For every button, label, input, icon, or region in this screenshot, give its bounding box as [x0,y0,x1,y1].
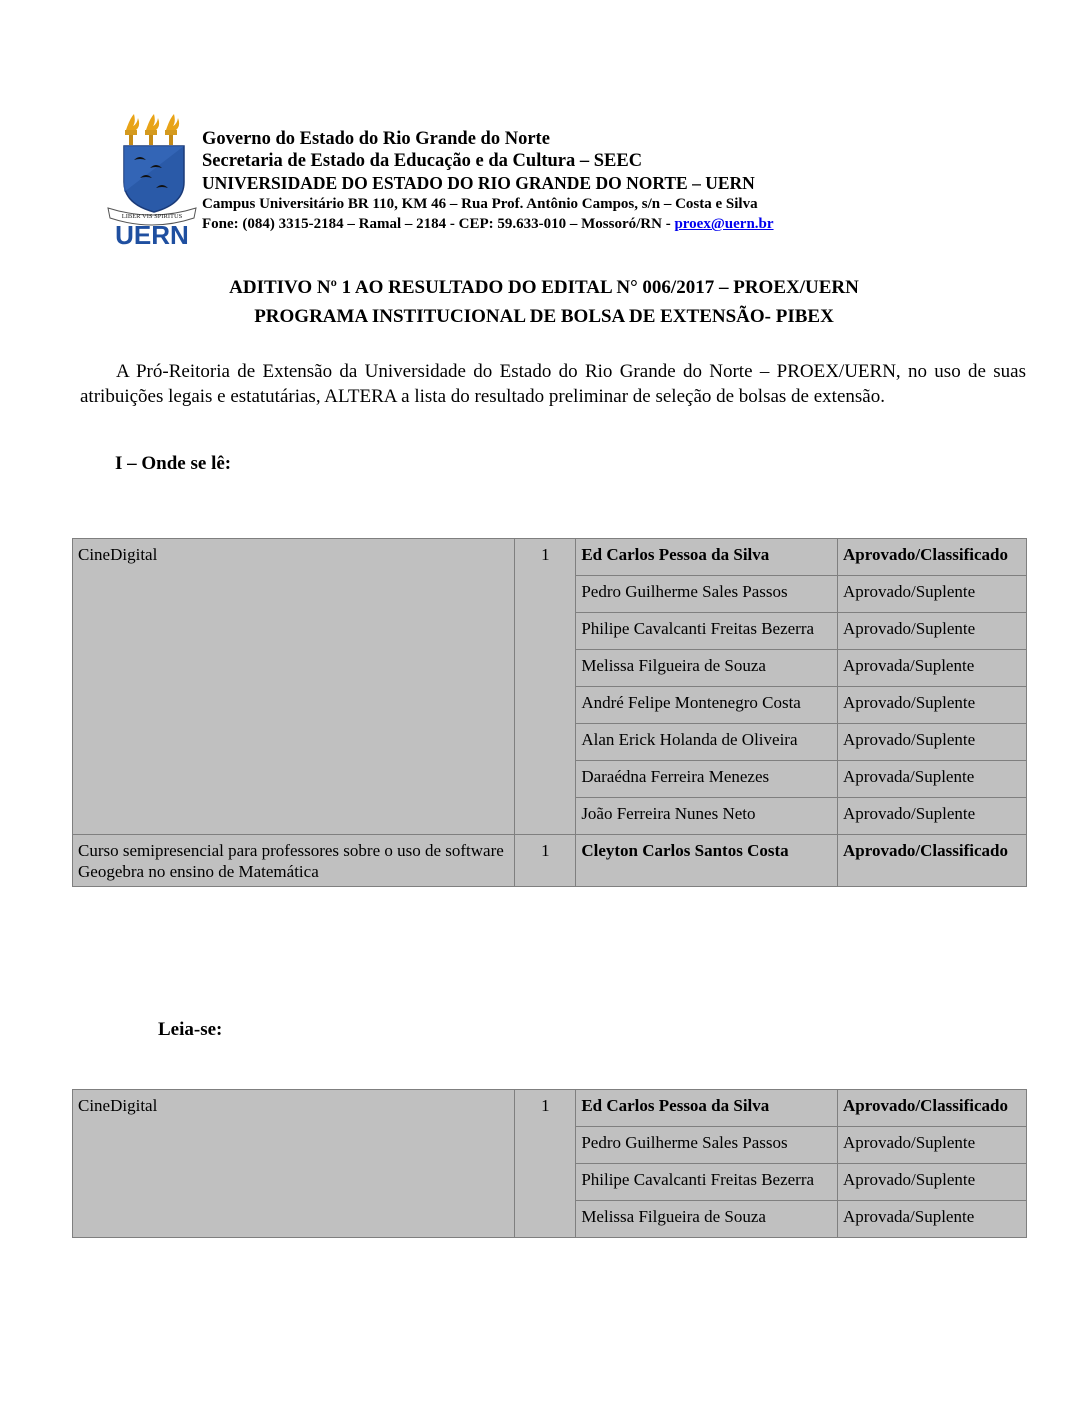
student-status: Aprovado/Suplente [838,798,1027,835]
project-cell: Curso semipresencial para professores sobre o uso de software Geogebra no ensino de Matemática [73,835,515,887]
student-status: Aprovado/Suplente [838,576,1027,613]
student-status: Aprovado/Suplente [838,1164,1027,1201]
student-name: Pedro Guilherme Sales Passos [576,576,838,613]
vacancies-cell: 1 [515,539,576,835]
student-status: Aprovado/Suplente [838,687,1027,724]
student-name: Ed Carlos Pessoa da Silva [576,539,838,576]
vacancies-cell: 1 [515,835,576,887]
section-onde-se-le: I – Onde se lê: [115,453,232,474]
intro-paragraph: A Pró-Reitoria de Extensão da Universidade do Estado do Rio Grande do Norte – PROEX/UERN, no uso de suas atribuições legais e estatutárias, ALTERA a lista do resultado preliminar de seleção de bolsas de extensão. [80,361,1026,407]
document-subtitle: PROGRAMA INSTITUCIONAL DE BOLSA DE EXTENSÃO- PIBEX [254,306,834,327]
letterhead [202,128,774,234]
project-cell: CineDigital [73,539,515,835]
student-status: Aprovada/Suplente [838,650,1027,687]
student-status: Aprovado/Suplente [838,1127,1027,1164]
student-status: Aprovada/Suplente [838,1201,1027,1238]
vacancies-cell: 1 [515,1090,576,1238]
student-name: Alan Erick Holanda de Oliveira [576,724,838,761]
project-cell: CineDigital [73,1090,515,1238]
student-status: Aprovada/Suplente [838,761,1027,798]
svg-text:UERN: UERN [115,220,189,248]
student-status: Aprovado/Suplente [838,613,1027,650]
student-name: Melissa Filgueira de Souza [576,650,838,687]
student-status: Aprovado/Classificado [838,835,1027,887]
student-name: Cleyton Carlos Santos Costa [576,835,838,887]
contact-line [202,214,774,234]
table-row [73,835,1027,887]
torches-icon [125,114,179,145]
government-line: Governo do Estado do Rio Grande do Norte [202,129,550,149]
secretariat-line: Secretaria de Estado da Educação e da Cultura – SEEC [202,151,643,171]
results-table-corrected [72,1089,1027,1238]
university-line: UNIVERSIDADE DO ESTADO DO RIO GRANDE DO NORTE – UERN [202,173,755,193]
address-line: Campus Universitário BR 110, KM 46 – Rua Prof. Antônio Campos, s/n – Costa e Silva [202,196,758,212]
svg-text:LIBER VIS SPIRITUS: LIBER VIS SPIRITUS [121,213,183,220]
results-table-original [72,538,1027,887]
student-name: João Ferreira Nunes Neto [576,798,838,835]
student-name: Pedro Guilherme Sales Passos [576,1127,838,1164]
student-name: Melissa Filgueira de Souza [576,1201,838,1238]
phone-text: Fone: (084) 3315-2184 – Ramal – 2184 - CEP: 59.633-010 – Mossoró/RN - [202,216,675,232]
email-link[interactable]: proex@uern.br [674,216,774,232]
student-status: Aprovado/Suplente [838,724,1027,761]
student-status: Aprovado/Classificado [838,539,1027,576]
student-name: Daraédna Ferreira Menezes [576,761,838,798]
table-row [73,1090,1027,1127]
uern-logo [104,112,200,248]
section-leia-se: Leia-se: [158,1019,223,1040]
student-status: Aprovado/Classificado [838,1090,1027,1127]
table-row [73,539,1027,576]
student-name: Philipe Cavalcanti Freitas Bezerra [576,613,838,650]
student-name: André Felipe Montenegro Costa [576,687,838,724]
document-title: ADITIVO Nº 1 AO RESULTADO DO EDITAL N° 006/2017 – PROEX/UERN [229,277,859,298]
student-name: Ed Carlos Pessoa da Silva [576,1090,838,1127]
student-name: Philipe Cavalcanti Freitas Bezerra [576,1164,838,1201]
